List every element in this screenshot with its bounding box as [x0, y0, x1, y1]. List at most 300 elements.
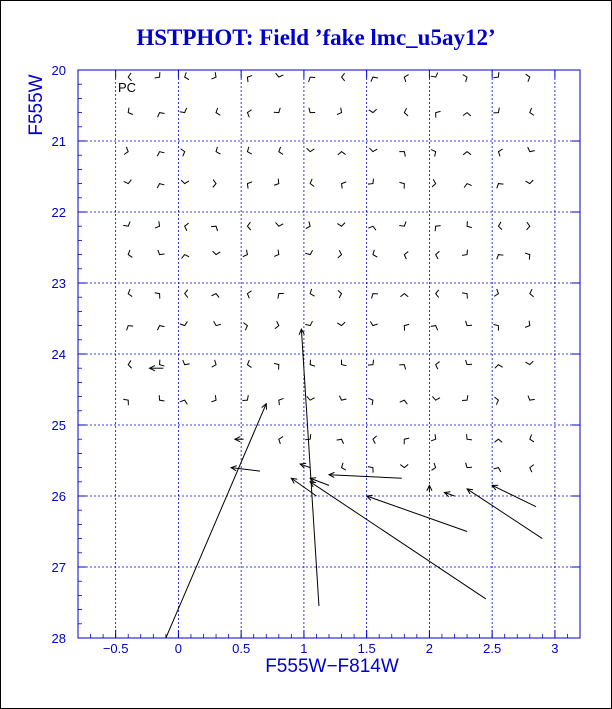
field-vector: [278, 293, 284, 298]
x-tick-label: 0.5: [232, 641, 251, 656]
field-vector: [493, 72, 498, 78]
field-vector: [247, 147, 251, 154]
field-glyph: [495, 365, 503, 369]
field-glyph: [155, 293, 160, 299]
field-vector: [404, 108, 408, 116]
field-vector: [339, 396, 346, 400]
field-glyph: [525, 253, 530, 260]
x-tick-label: 3: [551, 641, 559, 656]
field-vectors: [123, 72, 534, 472]
field-vector: [497, 255, 504, 260]
field-vector: [528, 147, 535, 152]
field-glyph: [337, 223, 345, 227]
field-glyph: [185, 72, 189, 79]
field-glyph: [431, 73, 438, 78]
field-glyph: [462, 293, 467, 299]
field-vector: [463, 152, 471, 155]
field-vector: [211, 72, 216, 79]
field-glyph: [307, 148, 315, 151]
field-glyph: [247, 110, 251, 117]
field-vector: [369, 148, 377, 152]
field-vector: [157, 326, 164, 331]
field-glyph: [369, 148, 377, 152]
field-glyph: [180, 321, 187, 325]
field-glyph: [305, 250, 312, 254]
field-vector: [494, 439, 502, 442]
field-glyph: [436, 290, 439, 298]
y-tick-label: 25: [51, 418, 66, 433]
field-vector: [399, 152, 405, 157]
field-glyph: [494, 468, 501, 472]
field-vector: [467, 434, 472, 440]
vector-head: [467, 489, 473, 494]
field-vector: [279, 437, 283, 444]
field-vector: [274, 179, 279, 186]
field-vector: [373, 436, 377, 444]
field-glyph: [159, 395, 164, 401]
vector-line: [367, 496, 467, 532]
field-vector: [310, 179, 314, 187]
field-vector: [213, 180, 216, 188]
field-vector: [462, 293, 467, 299]
x-tick-label: 1: [300, 641, 308, 656]
field-glyph: [464, 184, 472, 188]
field-glyph: [463, 152, 471, 155]
field-glyph: [185, 290, 188, 298]
field-glyph: [180, 108, 187, 113]
field-glyph: [274, 363, 279, 369]
field-vector: [128, 250, 132, 257]
grid: [78, 70, 580, 638]
field-vector: [525, 321, 530, 328]
field-vector: [432, 179, 436, 187]
field-glyph: [497, 184, 504, 189]
field-vector: [431, 463, 435, 470]
field-glyph: [435, 226, 441, 232]
field-vector: [526, 361, 534, 365]
field-vector: [399, 365, 405, 370]
field-glyph: [157, 326, 164, 331]
field-glyph: [498, 222, 502, 230]
field-vector: [212, 294, 220, 298]
chart-annotation: PC: [118, 80, 137, 95]
field-glyph: [526, 74, 530, 82]
field-vector: [212, 360, 216, 367]
field-glyph: [185, 223, 189, 231]
field-vector: [530, 289, 534, 297]
field-glyph: [211, 226, 218, 231]
field-vector: [307, 148, 315, 151]
field-glyph: [337, 439, 344, 444]
field-glyph: [431, 463, 435, 470]
field-glyph: [528, 147, 535, 152]
field-vector: [128, 108, 133, 115]
field-vector: [498, 222, 502, 230]
axis-ticks: [78, 70, 580, 638]
field-glyph: [493, 72, 498, 78]
field-vector: [371, 77, 378, 82]
field-vector: [494, 324, 499, 330]
field-glyph: [155, 72, 160, 78]
field-vector: [211, 226, 218, 231]
field-vector: [400, 464, 408, 467]
field-glyph: [400, 400, 408, 404]
field-vector: [373, 250, 377, 257]
large-vector: [310, 482, 486, 599]
field-vector: [368, 360, 374, 365]
field-vector: [309, 77, 316, 82]
field-vector: [185, 72, 189, 79]
field-glyph: [158, 113, 165, 118]
field-vector: [243, 323, 247, 331]
field-glyph: [399, 365, 405, 370]
vector-line: [166, 404, 266, 638]
field-vector: [404, 75, 408, 82]
field-glyph: [462, 395, 468, 400]
field-vector: [530, 108, 534, 115]
field-vector: [185, 290, 188, 298]
field-glyph: [275, 321, 279, 329]
x-tick-label: 2.5: [483, 641, 502, 656]
field-vector: [155, 72, 160, 78]
field-vector: [436, 362, 440, 370]
field-glyph: [157, 184, 164, 188]
field-glyph: [372, 294, 378, 299]
field-vector: [306, 221, 310, 228]
field-vector: [180, 321, 187, 325]
field-vector: [530, 435, 534, 442]
x-axis-label: F555W−F814W: [265, 656, 399, 677]
field-vector: [466, 360, 472, 365]
y-axis-label: F555W: [26, 74, 47, 136]
field-vector: [337, 322, 345, 326]
field-glyph: [128, 108, 133, 115]
field-glyph: [528, 395, 535, 400]
field-glyph: [123, 399, 128, 405]
field-glyph: [128, 289, 132, 297]
field-glyph: [404, 324, 409, 330]
large-vector: [427, 485, 432, 492]
field-vector: [247, 75, 252, 82]
field-vector: [467, 221, 472, 227]
field-vector: [431, 73, 438, 78]
y-tick-label: 28: [51, 631, 66, 646]
field-glyph: [400, 294, 408, 297]
field-vector: [463, 75, 467, 82]
field-glyph: [462, 250, 467, 256]
field-vector: [124, 147, 128, 154]
field-glyph: [274, 108, 280, 113]
y-tick-label: 27: [51, 560, 66, 575]
field-vector: [400, 294, 408, 297]
field-glyph: [400, 464, 408, 467]
field-glyph: [310, 289, 314, 296]
field-glyph: [310, 360, 315, 366]
field-vector: [497, 184, 504, 189]
field-vector: [528, 395, 535, 400]
large-vectors: [150, 329, 543, 638]
x-tick-label: 1.5: [357, 641, 376, 656]
field-vector: [431, 150, 436, 157]
field-vector: [127, 326, 134, 331]
field-vector: [368, 226, 376, 230]
field-vector: [276, 222, 284, 226]
field-vector: [431, 434, 436, 441]
field-glyph: [124, 147, 128, 154]
field-glyph: [497, 255, 504, 260]
large-vector: [235, 437, 244, 442]
field-glyph: [404, 108, 408, 116]
field-vector: [530, 465, 534, 473]
x-tick-label: 2: [425, 641, 434, 656]
field-vector: [372, 294, 378, 299]
field-glyph: [525, 321, 530, 328]
field-vector: [307, 396, 315, 400]
large-vector: [166, 404, 267, 638]
field-vector: [160, 360, 165, 366]
field-glyph: [243, 250, 248, 257]
field-glyph: [276, 73, 284, 77]
plot-border: [78, 70, 580, 638]
field-vector: [494, 397, 498, 405]
field-vector: [309, 108, 315, 113]
field-glyph: [279, 147, 283, 154]
field-vector: [526, 222, 529, 230]
field-vector: [279, 147, 283, 154]
field-vector: [155, 221, 160, 228]
field-glyph: [213, 180, 216, 188]
vector-line: [310, 482, 486, 599]
large-vector: [367, 495, 467, 531]
field-glyph: [337, 108, 342, 115]
field-glyph: [127, 326, 134, 331]
field-vector: [368, 179, 374, 185]
field-vector: [436, 290, 439, 298]
field-glyph: [370, 321, 377, 325]
field-vector: [400, 400, 408, 404]
field-glyph: [399, 222, 406, 227]
field-vector: [399, 222, 406, 227]
field-vector: [274, 250, 279, 257]
field-glyph: [373, 250, 377, 257]
field-vector: [495, 365, 503, 369]
field-vector: [436, 251, 440, 259]
field-vector: [181, 149, 185, 157]
field-vector: [466, 463, 472, 468]
field-glyph: [526, 222, 529, 230]
field-vector: [494, 289, 498, 296]
field-vector: [247, 222, 250, 230]
field-glyph: [494, 439, 502, 442]
field-glyph: [128, 360, 131, 368]
large-vector: [150, 366, 164, 371]
field-glyph: [213, 251, 221, 255]
field-vector: [399, 182, 404, 188]
field-glyph: [211, 72, 216, 79]
field-glyph: [342, 463, 346, 470]
field-glyph: [247, 75, 252, 82]
field-vector: [337, 108, 342, 115]
field-glyph: [339, 396, 346, 400]
field-glyph: [305, 321, 312, 325]
field-glyph: [307, 396, 315, 400]
field-vector: [338, 250, 342, 258]
field-vector: [368, 467, 373, 473]
field-glyph: [530, 108, 534, 115]
large-vector: [231, 466, 260, 471]
field-glyph: [368, 467, 373, 473]
field-glyph: [463, 75, 467, 82]
field-glyph: [404, 75, 408, 82]
field-glyph: [183, 360, 190, 365]
field-glyph: [247, 291, 251, 299]
field-glyph: [337, 322, 345, 326]
field-vector: [185, 223, 189, 231]
field-glyph: [494, 324, 499, 330]
field-glyph: [214, 321, 221, 325]
field-glyph: [371, 77, 378, 82]
field-glyph: [466, 360, 472, 365]
field-vector: [159, 395, 164, 401]
field-glyph: [494, 397, 498, 405]
field-vector: [341, 360, 346, 366]
field-vector: [180, 108, 187, 113]
field-vector: [526, 74, 530, 82]
field-vector: [342, 463, 346, 470]
field-glyph: [181, 149, 185, 157]
field-glyph: [123, 222, 130, 227]
field-glyph: [432, 179, 436, 187]
field-glyph: [436, 111, 441, 117]
field-vector: [370, 321, 377, 325]
field-vector: [180, 400, 187, 404]
field-glyph: [160, 360, 165, 366]
y-tick-label: 24: [51, 347, 66, 362]
field-glyph: [306, 221, 310, 228]
field-glyph: [342, 73, 345, 81]
field-vector: [158, 113, 165, 118]
field-glyph: [467, 434, 472, 440]
field-glyph: [432, 396, 440, 400]
field-vector: [462, 250, 467, 256]
field-glyph: [399, 182, 404, 188]
field-glyph: [128, 250, 132, 257]
field-vector: [432, 396, 440, 400]
field-glyph: [309, 108, 315, 113]
field-glyph: [338, 250, 342, 258]
field-vector: [279, 398, 284, 405]
field-vector: [243, 250, 248, 257]
field-glyph: [279, 437, 283, 444]
y-tick-label: 26: [51, 489, 66, 504]
field-vector: [404, 438, 409, 444]
field-vector: [214, 321, 221, 325]
field-glyph: [431, 326, 438, 331]
field-vector: [216, 147, 220, 154]
field-glyph: [530, 465, 534, 473]
field-glyph: [274, 250, 279, 257]
field-vector: [158, 250, 165, 255]
y-tick-label: 20: [51, 63, 66, 78]
field-glyph: [373, 436, 377, 444]
field-vector: [404, 252, 408, 260]
field-glyph: [431, 150, 436, 157]
field-glyph: [124, 180, 132, 184]
field-glyph: [242, 395, 248, 400]
field-vector: [276, 73, 284, 77]
field-glyph: [466, 321, 473, 326]
field-glyph: [526, 361, 534, 365]
field-vector: [181, 255, 189, 259]
field-vector: [124, 180, 132, 184]
field-glyph: [158, 250, 165, 255]
field-vector: [183, 360, 190, 365]
x-tick-label: 0: [174, 641, 183, 656]
field-glyph: [467, 221, 472, 227]
field-glyph: [278, 293, 284, 298]
field-vector: [436, 111, 441, 117]
field-vector: [242, 395, 248, 400]
field-vector: [338, 152, 346, 155]
field-glyph: [181, 255, 189, 259]
field-vector: [211, 395, 216, 402]
field-vector: [431, 326, 438, 331]
field-glyph: [404, 252, 408, 260]
field-vector: [247, 182, 252, 189]
field-glyph: [212, 360, 216, 367]
large-vector: [444, 492, 454, 497]
field-glyph: [216, 108, 220, 115]
field-vector: [157, 152, 164, 156]
field-vector: [305, 321, 312, 325]
field-vector: [157, 184, 164, 188]
field-glyph: [276, 222, 284, 226]
field-glyph: [466, 463, 472, 468]
field-glyph: [216, 147, 220, 154]
field-vector: [525, 253, 530, 260]
field-vector: [494, 468, 501, 472]
field-glyph: [436, 362, 440, 370]
field-vector: [435, 226, 441, 232]
field-glyph: [279, 398, 284, 405]
field-vector: [463, 113, 471, 116]
field-glyph: [368, 179, 374, 185]
field-vector: [337, 439, 344, 444]
field-glyph: [247, 147, 251, 154]
field-vector: [247, 360, 251, 368]
x-tick-label: −0.5: [102, 641, 129, 656]
field-vector: [466, 321, 473, 326]
field-glyph: [247, 222, 250, 230]
field-vector: [123, 399, 128, 405]
field-glyph: [530, 289, 534, 297]
field-vector: [526, 180, 534, 184]
field-vector: [462, 395, 468, 400]
large-vector: [300, 463, 310, 468]
field-vector: [493, 108, 499, 113]
y-tick-label: 22: [51, 205, 66, 220]
field-glyph: [368, 360, 374, 365]
field-glyph: [463, 113, 471, 116]
field-vector: [310, 289, 314, 296]
field-glyph: [309, 77, 316, 82]
field-vector: [123, 222, 130, 227]
field-vector: [342, 182, 347, 189]
field-glyph: [368, 398, 373, 405]
field-glyph: [274, 179, 279, 186]
field-vector: [128, 360, 131, 368]
field-glyph: [431, 434, 436, 441]
